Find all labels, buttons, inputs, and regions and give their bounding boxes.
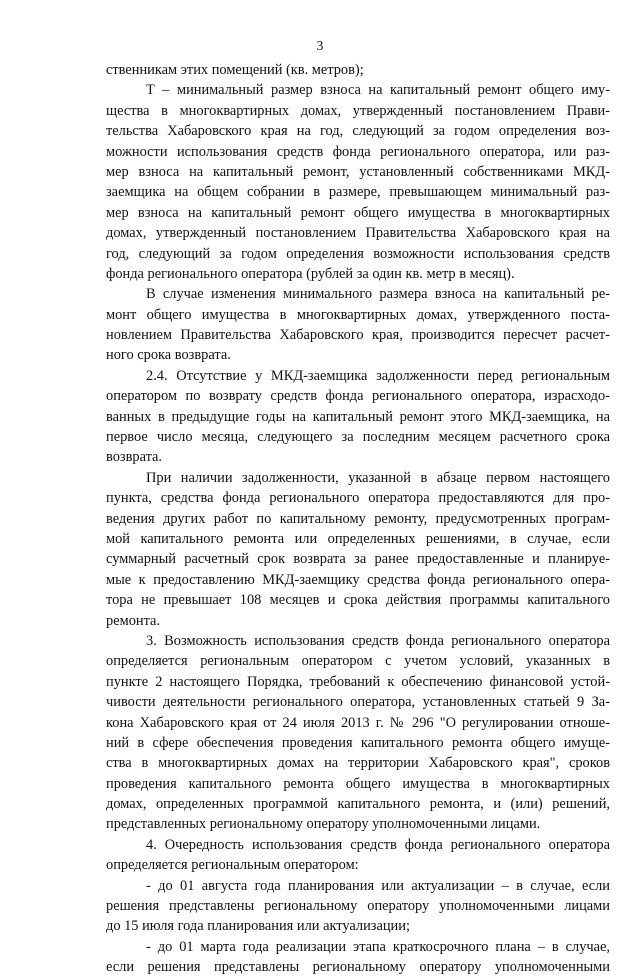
text-line: суммарный расчетный срок возврата за ранее предоставленные и планируе-: [106, 551, 610, 568]
text-line: монт общего имущества в многоквартирных домах, утвержденного поста-: [106, 306, 610, 323]
text-line: - до 01 марта года реализации этапа краткосрочного плана – в случае,: [146, 938, 610, 955]
text-line: ства в многоквартирных домах на территории Хабаровского края", сроков: [106, 755, 610, 772]
text-line: ного срока возврата.: [106, 347, 231, 364]
text-line: мер взноса на капитальный ремонт, установленный собственниками МКД-: [106, 163, 610, 180]
text-line: год, следующий за годом определения возможности использования средств: [106, 245, 610, 262]
text-line: щества в многоквартирных домах, утвержденный постановлением Прави-: [106, 102, 610, 119]
text-line: пункта, средства фонда регионального оператора предоставляются для про-: [106, 490, 610, 507]
text-line: первое число месяца, следующего за последним месяцем расчетного срока: [106, 429, 610, 446]
text-line: если решения представлены региональному оператору уполномоченными: [106, 959, 610, 976]
text-line: оператором по возврату средств фонда регионального оператора, израсходо-: [106, 388, 610, 405]
text-line: пункте 2 настоящего Порядка, требований к обеспечению финансовой устой-: [106, 673, 610, 690]
text-line: новлением Правительства Хабаровского края, производится пересчет расчет-: [106, 327, 610, 344]
text-line: кона Хабаровского края от 24 июля 2013 г. № 296 "О регулировании отноше-: [106, 714, 610, 731]
text-line: мой капитального ремонта или определенных решениями, в случае, если: [106, 530, 610, 547]
page-number: 3: [316, 38, 324, 53]
text-line: 4. Очередность использования средств фонда регионального оператора: [146, 836, 610, 853]
text-line: домах, утвержденный постановлением Правительства Хабаровского края на: [106, 225, 610, 242]
text-line: При наличии задолженности, указанной в абзаце первом настоящего: [146, 469, 610, 486]
text-line: представленных региональному оператору уполномоченными лицами.: [106, 816, 541, 833]
body-text: [106, 60, 610, 978]
text-line: домах, определенных программой капитального ремонта, и (или) решений,: [106, 796, 610, 813]
text-line: 3. Возможность использования средств фонда регионального оператора: [146, 632, 610, 649]
text-line: возврата.: [106, 449, 163, 466]
text-line: ванных в предыдущие годы на капитальный ремонт этого МКД-заемщика, на: [106, 408, 610, 425]
text-line: ственникам этих помещений (кв. метров);: [106, 62, 364, 78]
text-line: В случае изменения минимального размера взноса на капитальный ре-: [146, 286, 610, 303]
text-line: ремонта.: [106, 612, 161, 629]
text-line: мые к предоставлению МКД-заемщику средства фонда регионального опера-: [106, 571, 610, 588]
text-line: 2.4. Отсутствие у МКД-заемщика задолженности перед региональным: [146, 367, 610, 384]
text-line: - до 01 августа года планирования или актуализации – в случае, если: [146, 877, 610, 894]
text-line: решения представлены региональному оператору уполномоченными лицами: [106, 898, 610, 915]
text-line: заемщика на общем собрании в размере, превышающем минимальный раз-: [106, 184, 610, 201]
text-line: проведения капитального ремонта общего имущества в многоквартирных: [106, 775, 610, 792]
text-line: тельства Хабаровского края на год, следующий за годом определения воз-: [106, 123, 610, 140]
text-line: ний в сфере обеспечения проведения капитального ремонта общего имуще-: [106, 734, 610, 751]
text-line: до 15 июля года планирования или актуализации;: [106, 918, 410, 935]
text-line: чивости деятельности регионального оператора, установленных статьей 9 За-: [106, 694, 610, 711]
text-line: Т – минимальный размер взноса на капитальный ремонт общего иму-: [146, 82, 610, 99]
text-line: можности использования средств фонда регионального оператора, или раз-: [106, 143, 610, 160]
text-line: определяется региональным оператором:: [106, 857, 359, 874]
text-line: мер взноса на капитальный ремонт общего имущества в многоквартирных: [106, 204, 610, 221]
text-line: фонда регионального оператора (рублей за один кв. метр в месяц).: [106, 265, 515, 282]
text-line: определяется региональным оператором с учетом условий, указанных в: [106, 653, 610, 670]
text-line: тора не превышает 108 месяцев и срока действия программы капитального: [106, 592, 610, 609]
text-line: ведения других работ по капитальному ремонту, предусмотренных програм-: [106, 510, 610, 527]
